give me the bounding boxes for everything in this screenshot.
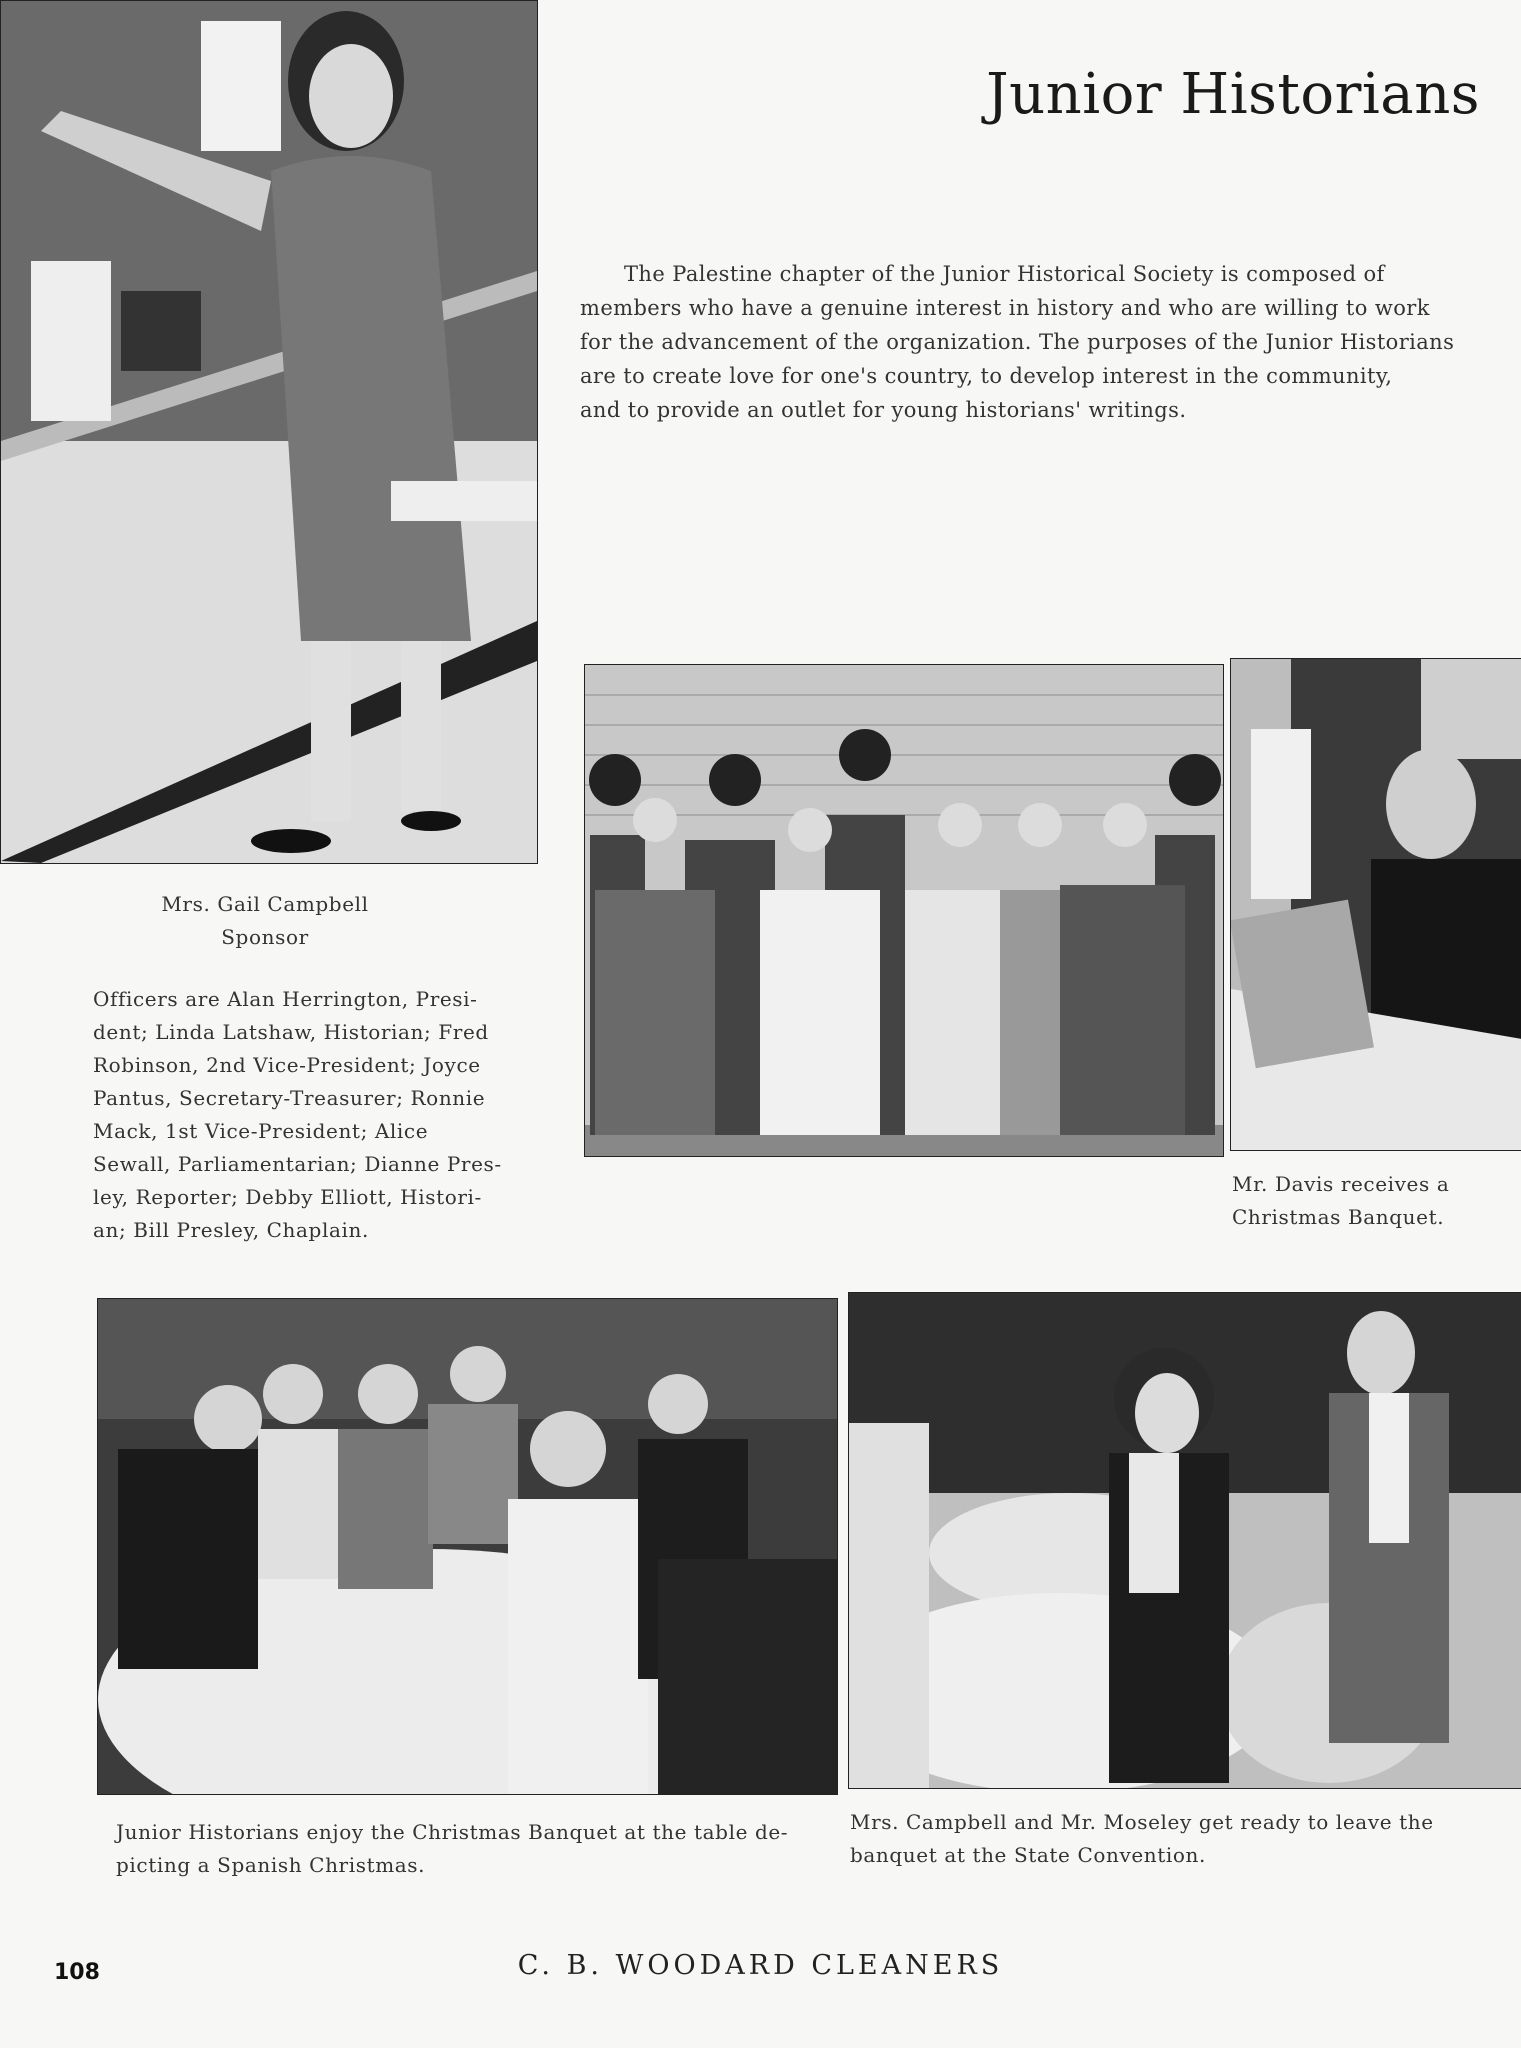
davis-caption-line: Christmas Banquet. [1232,1205,1445,1229]
intro-paragraph [580,257,1480,427]
intro-line: The Palestine chapter of the Junior Historical Society is composed of [624,262,1385,286]
banquet-photo [97,1298,838,1795]
officers-line: Officers are Alan Herrington, Presi- [93,987,478,1011]
footer-advertisement: C. B. WOODARD CLEANERS [517,1950,1004,1981]
davis-caption [1232,1168,1502,1234]
convention-caption [850,1806,1510,1872]
convention-caption-line: Mrs. Campbell and Mr. Moseley get ready to leave the [850,1810,1434,1834]
page-title: Junior Historians [986,62,1480,127]
officers-line: dent; Linda Latshaw, Historian; Fred [93,1020,489,1044]
officers-line: Mack, 1st Vice-President; Alice [93,1119,429,1143]
sponsor-name: Mrs. Gail Campbell [161,892,369,916]
sponsor-photo [0,0,538,864]
officers-group-photo [584,664,1224,1157]
officers-line: an; Bill Presley, Chaplain. [93,1218,369,1242]
intro-line: for the advancement of the organization. The purposes of the Junior Historians [580,330,1455,354]
page-number: 108 [54,1960,100,1985]
officers-list [93,983,553,1247]
sponsor-role: Sponsor [221,925,309,949]
davis-photo [1230,658,1521,1151]
officers-line: Sewall, Parliamentarian; Dianne Pres- [93,1152,502,1176]
convention-caption-line: banquet at the State Convention. [850,1843,1206,1867]
convention-photo [848,1292,1521,1789]
banquet-caption-line: picting a Spanish Christmas. [116,1853,426,1877]
banquet-caption-line: Junior Historians enjoy the Christmas Banquet at the table de- [116,1820,789,1844]
davis-caption-line: Mr. Davis receives a [1232,1172,1450,1196]
intro-line: and to provide an outlet for young historians' writings. [580,398,1187,422]
intro-line: members who have a genuine interest in history and who are willing to work [580,296,1430,320]
officers-line: Pantus, Secretary-Treasurer; Ronnie [93,1086,486,1110]
banquet-caption [116,1816,836,1882]
officers-line: ley, Reporter; Debby Elliott, Histori- [93,1185,482,1209]
intro-line: are to create love for one's country, to develop interest in the community, [580,364,1393,388]
sponsor-caption [100,888,430,954]
officers-line: Robinson, 2nd Vice-President; Joyce [93,1053,481,1077]
